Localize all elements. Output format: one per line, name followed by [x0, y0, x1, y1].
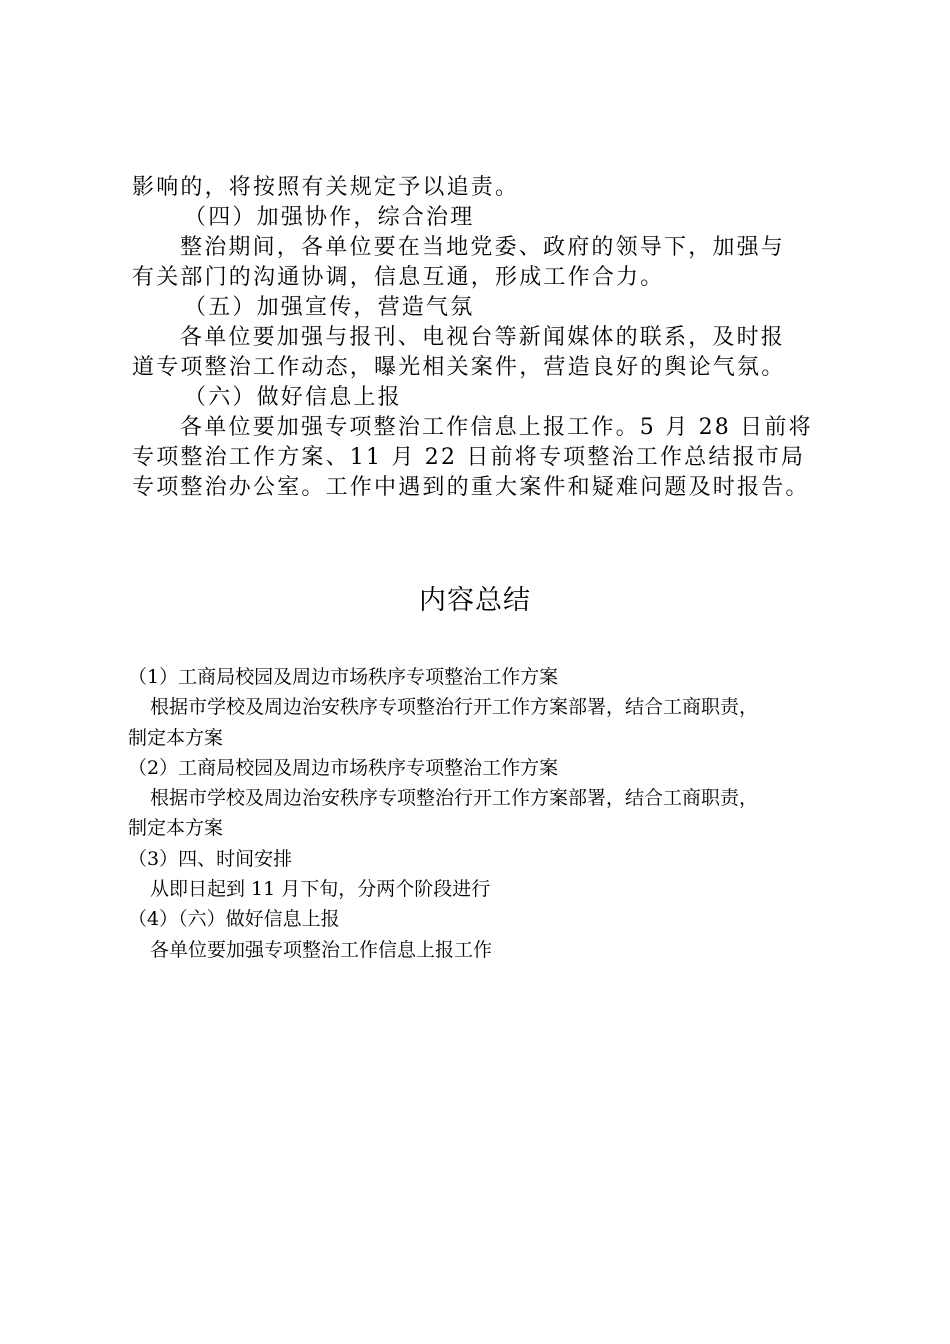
body-paragraph: 专项整治工作方案、11 月 22 日前将专项整治工作总结报市局	[132, 445, 806, 470]
summary-item-text: 制定本方案	[128, 726, 224, 749]
body-paragraph: 有关部门的沟通协调，信息互通，形成工作合力。	[132, 265, 665, 290]
summary-item-heading: （4）（六）做好信息上报	[128, 908, 340, 931]
summary-item-text: 根据市学校及周边治安秩序专项整治行开工作方案部署，结合工商职责，	[150, 696, 759, 719]
section-heading: （四）加强协作，综合治理	[184, 205, 475, 230]
body-paragraph: 各单位要加强与报刊、电视台等新闻媒体的联系，及时报	[180, 325, 786, 350]
summary-item-heading: （3）四、时间安排	[128, 847, 293, 870]
summary-item-text: 制定本方案	[128, 817, 224, 840]
summary-title: 内容总结	[419, 585, 531, 616]
document-body	[132, 173, 832, 503]
summary-item-text: 各单位要加强专项整治工作信息上报工作	[150, 938, 493, 961]
summary-item-heading: （1）工商局校园及周边市场秩序专项整治工作方案	[128, 666, 559, 688]
body-paragraph: 影响的，将按照有关规定予以追责。	[132, 175, 520, 200]
summary-item-heading: （2）工商局校园及周边市场秩序专项整治工作方案	[128, 756, 559, 779]
summary-list	[128, 662, 828, 965]
body-paragraph: 各单位要加强专项整治工作信息上报工作。5 月 28 日前将	[180, 415, 813, 440]
summary-item-text: 根据市学校及周边治安秩序专项整治行开工作方案部署，结合工商职责，	[150, 787, 759, 810]
summary-item-text: 从即日起到 11 月下旬，分两个阶段进行	[150, 878, 491, 901]
section-heading: （六）做好信息上报	[184, 385, 402, 410]
body-paragraph: 整治期间，各单位要在当地党委、政府的领导下，加强与	[180, 235, 786, 260]
body-paragraph: 道专项整治工作动态，曝光相关案件，营造良好的舆论气氛。	[132, 355, 786, 380]
body-paragraph: 专项整治办公室。工作中遇到的重大案件和疑难问题及时报告。	[132, 475, 810, 500]
section-heading: （五）加强宣传，营造气氛	[184, 295, 475, 320]
